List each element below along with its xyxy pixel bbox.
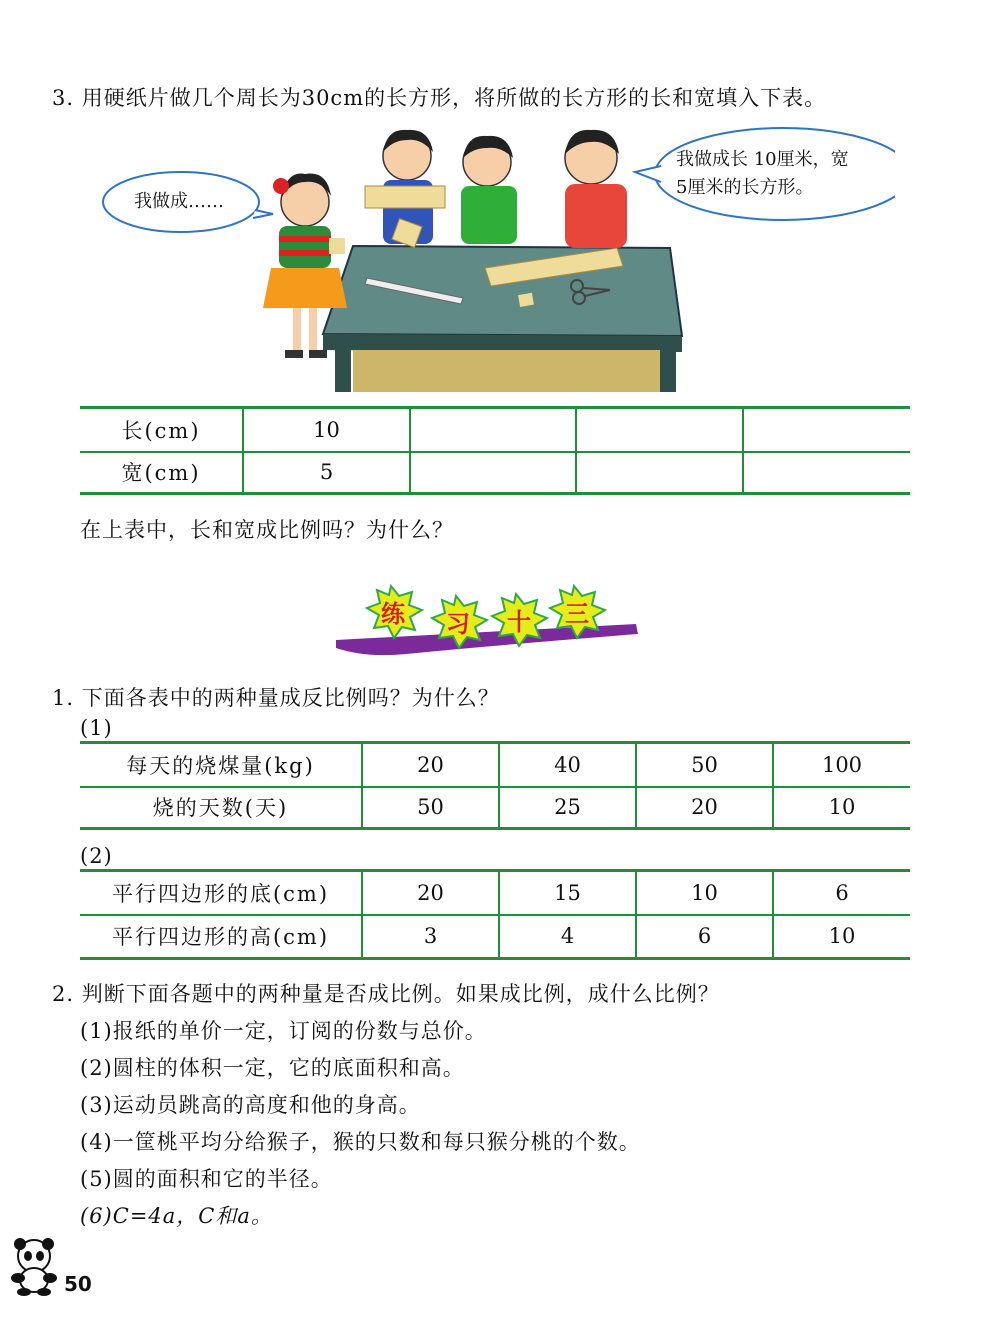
ex1-title: 1. 下面各表中的两种量成反比例吗？为什么？ <box>52 686 500 710</box>
ex1-table-1 <box>80 741 910 830</box>
table-cell: 40 <box>499 743 636 787</box>
section-char-3: 十 <box>507 607 531 636</box>
table-cell: 6 <box>773 871 910 915</box>
ex2-item: (3)运动员跳高的高度和他的身高。 <box>80 1093 421 1117</box>
table-cell <box>743 408 910 452</box>
table-cell: 20 <box>362 871 499 915</box>
table-cell <box>743 452 910 494</box>
ex1-table-2 <box>80 869 910 960</box>
speech-left-text: 我做成…… <box>134 191 224 212</box>
table-cell: 10 <box>773 915 910 959</box>
table-cell <box>410 452 576 494</box>
q3-question: 在上表中，长和宽成比例吗？为什么？ <box>80 518 454 542</box>
table-row <box>80 787 910 829</box>
table-row <box>80 408 910 452</box>
row-label: 长(cm) <box>80 408 243 452</box>
row-label: 平行四边形的高(cm) <box>80 915 362 959</box>
table-cell: 10 <box>636 871 773 915</box>
q3-title: 3. 用硬纸片做几个周长为30cm的长方形，将所做的长方形的长和宽填入下表。 <box>52 86 827 110</box>
table-row <box>80 915 910 959</box>
ex1-sub1: (1) <box>80 716 113 740</box>
table-cell: 25 <box>499 787 636 829</box>
table-drawing <box>323 246 682 392</box>
q3-table <box>80 406 910 495</box>
table-cell: 10 <box>243 408 410 452</box>
table-cell: 6 <box>636 915 773 959</box>
section-char-1: 练 <box>381 599 405 628</box>
ex2-item: (4)一筐桃平均分给猴子，猴的只数和每只猴分桃的个数。 <box>80 1130 641 1154</box>
table-cell: 3 <box>362 915 499 959</box>
section-char-4: 三 <box>565 599 589 628</box>
ex2-item: (5)圆的面积和它的半径。 <box>80 1167 333 1191</box>
table-cell <box>410 408 576 452</box>
speech-right-line1: 我做成长 10厘米，宽 <box>676 149 849 170</box>
row-label: 烧的天数(天) <box>80 787 362 829</box>
table-row <box>80 743 910 787</box>
table-cell: 100 <box>773 743 910 787</box>
ex2-item: (1)报纸的单价一定，订阅的份数与总价。 <box>80 1019 487 1043</box>
row-label: 平行四边形的底(cm) <box>80 871 362 915</box>
table-cell: 15 <box>499 871 636 915</box>
table-cell: 10 <box>773 787 910 829</box>
section-char-2: 习 <box>446 609 470 638</box>
panda-icon <box>6 1236 62 1296</box>
speech-right-line2: 5厘米的长方形。 <box>676 177 814 198</box>
table-cell: 4 <box>499 915 636 959</box>
table-cell <box>576 408 743 452</box>
section-title-banner <box>336 582 646 672</box>
ex2-item: (2)圆柱的体积一定，它的底面积和高。 <box>80 1056 465 1080</box>
row-label: 宽(cm) <box>80 452 243 494</box>
table-cell: 5 <box>243 452 410 494</box>
table-cell: 50 <box>362 787 499 829</box>
page-number: 50 <box>64 1272 92 1296</box>
boy-figure-2 <box>565 130 627 248</box>
table-cell <box>576 452 743 494</box>
ex2-title: 2. 判断下面各题中的两种量是否成比例。如果成比例，成什么比例？ <box>52 982 720 1006</box>
table-cell: 50 <box>636 743 773 787</box>
ex2-item: (6)C=4a，C和a。 <box>80 1204 273 1228</box>
table-cell: 20 <box>636 787 773 829</box>
table-row <box>80 452 910 494</box>
row-label: 每天的烧煤量(kg) <box>80 743 362 787</box>
table-cell: 20 <box>362 743 499 787</box>
table-row <box>80 871 910 915</box>
ex1-sub2: (2) <box>80 844 113 868</box>
